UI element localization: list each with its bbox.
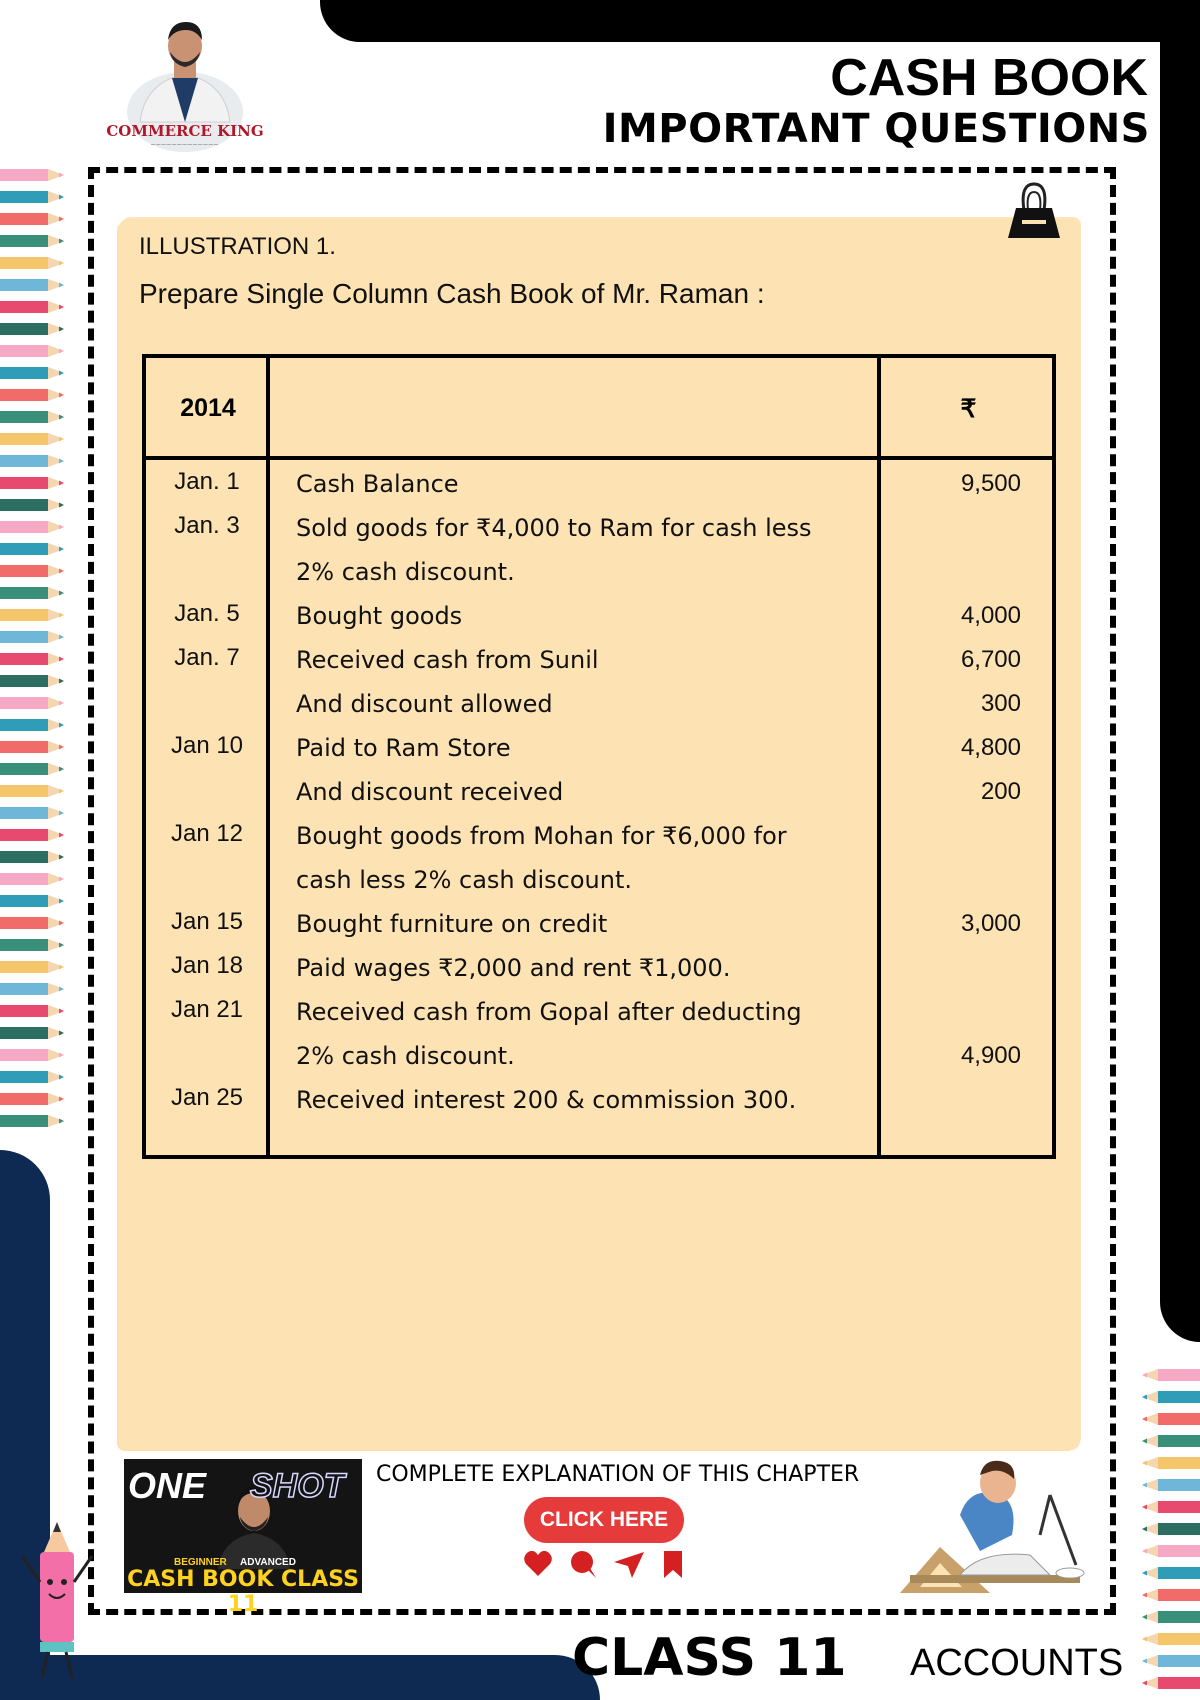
- studying-student-illustration: [900, 1455, 1090, 1595]
- top-black-band: [320, 0, 1200, 42]
- thumbnail-title: CASH BOOK CLASS 11: [127, 1567, 359, 1617]
- table-row: [146, 816, 1052, 860]
- pencil-decoration: [1142, 1435, 1200, 1447]
- comment-icon[interactable]: [571, 1551, 596, 1578]
- pencil-decoration: [0, 565, 64, 577]
- row-particulars: Bought furniture on credit: [296, 910, 608, 938]
- pencil-decoration: [0, 169, 64, 181]
- row-particulars: And discount received: [296, 778, 564, 806]
- pencil-decoration: [0, 477, 64, 489]
- row-date: Jan 15: [170, 908, 244, 935]
- row-particulars: 2% cash discount.: [296, 558, 515, 586]
- promo-text: COMPLETE EXPLANATION OF THIS CHAPTER: [376, 1462, 860, 1487]
- row-date: Jan. 5: [174, 600, 240, 627]
- pencil-decoration: [0, 433, 64, 445]
- heart-icon[interactable]: [524, 1551, 552, 1576]
- footer-class-label: CLASS 11: [572, 1628, 847, 1688]
- pencil-decoration: [1142, 1611, 1200, 1623]
- pencil-decoration: [0, 213, 64, 225]
- pencil-decoration: [0, 257, 64, 269]
- bookmark-icon[interactable]: [664, 1551, 682, 1578]
- row-amount: 9,500: [960, 470, 1021, 497]
- row-particulars: Paid to Ram Store: [296, 734, 511, 762]
- row-particulars: And discount allowed: [296, 690, 553, 718]
- row-particulars: Sold goods for ₹4,000 to Ram for cash less: [296, 514, 812, 542]
- pencil-decoration: [1142, 1391, 1200, 1403]
- pencil-decoration: [0, 763, 64, 775]
- row-particulars: 2% cash discount.: [296, 1042, 515, 1070]
- pencil-decoration: [0, 1027, 64, 1039]
- share-icon[interactable]: [614, 1552, 644, 1578]
- row-date: Jan 21: [170, 996, 244, 1023]
- thumbnail-one-text: ONE: [128, 1465, 207, 1506]
- row-particulars: Bought goods from Mohan for ₹6,000 for: [296, 822, 787, 850]
- pencil-decoration: [0, 807, 64, 819]
- table-row: [146, 640, 1052, 684]
- row-particulars: Bought goods: [296, 602, 463, 630]
- pencil-decoration: [0, 741, 64, 753]
- table-row: [146, 1080, 1052, 1124]
- row-amount: 6,700: [960, 646, 1021, 673]
- row-particulars: cash less 2% cash discount.: [296, 866, 633, 894]
- table-row: [146, 684, 1052, 728]
- social-icons: [522, 1548, 692, 1580]
- table-row: [146, 508, 1052, 552]
- pencil-decoration: [1142, 1523, 1200, 1535]
- pencil-decoration: [1142, 1677, 1200, 1689]
- pencils-right-decoration: [1140, 1365, 1200, 1700]
- pencil-decoration: [0, 587, 64, 599]
- pencil-decoration: [0, 1071, 64, 1083]
- table-row: [146, 728, 1052, 772]
- header-divider: [146, 456, 1052, 460]
- pencil-decoration: [0, 1115, 64, 1127]
- row-amount: 3,000: [960, 910, 1021, 937]
- pencil-decoration: [0, 609, 64, 621]
- pencil-decoration: [1142, 1545, 1200, 1557]
- pencil-decoration: [0, 719, 64, 731]
- pencil-decoration: [0, 675, 64, 687]
- pencil-decoration: [0, 895, 64, 907]
- pencil-decoration: [0, 873, 64, 885]
- row-date: Jan 25: [170, 1084, 244, 1111]
- pencil-decoration: [0, 323, 64, 335]
- pencil-decoration: [0, 345, 64, 357]
- row-particulars: Received cash from Gopal after deducting: [296, 998, 802, 1026]
- row-date: Jan. 3: [174, 512, 240, 539]
- pencil-decoration: [0, 455, 64, 467]
- pencil-decoration: [0, 939, 64, 951]
- brand-name: COMMERCE KING: [106, 122, 264, 140]
- row-particulars: Cash Balance: [296, 470, 459, 498]
- table-row: [146, 948, 1052, 992]
- table-row: [146, 860, 1052, 904]
- pencil-decoration: [0, 1005, 64, 1017]
- table-row: [146, 552, 1052, 596]
- page-title: CASH BOOK: [830, 49, 1148, 107]
- row-date: Jan 12: [170, 820, 244, 847]
- pencils-left-decoration: [0, 165, 66, 1135]
- question-text: Prepare Single Column Cash Book of Mr. Raman :: [139, 278, 765, 309]
- teacher-portrait-icon: [100, 12, 270, 122]
- pencil-decoration: [0, 983, 64, 995]
- pencil-decoration: [1142, 1501, 1200, 1513]
- row-particulars: Paid wages ₹2,000 and rent ₹1,000.: [296, 954, 731, 982]
- pencil-decoration: [1142, 1589, 1200, 1601]
- table-row: [146, 772, 1052, 816]
- pencil-decoration: [1142, 1655, 1200, 1667]
- pencil-decoration: [1142, 1369, 1200, 1381]
- thumbnail-shot-text: SHOT: [250, 1467, 345, 1505]
- row-amount: 4,900: [960, 1042, 1021, 1069]
- row-amount: 200: [980, 778, 1021, 805]
- pencil-decoration: [0, 301, 64, 313]
- pencil-mascot-illustration: [16, 1522, 98, 1682]
- illustration-label: ILLUSTRATION 1.: [139, 233, 336, 260]
- pencil-decoration: [0, 499, 64, 511]
- pencil-decoration: [0, 411, 64, 423]
- pencil-decoration: [1142, 1479, 1200, 1491]
- header-year: 2014: [180, 394, 236, 422]
- binder-clip-icon: [1002, 180, 1066, 240]
- pencil-decoration: [0, 543, 64, 555]
- pencil-decoration: [0, 917, 64, 929]
- pencil-decoration: [1142, 1413, 1200, 1425]
- table-row: [146, 1036, 1052, 1080]
- row-particulars: Received interest 200 & commission 300.: [296, 1086, 797, 1114]
- pencil-decoration: [1142, 1633, 1200, 1645]
- thumbnail-level-beginner: BEGINNER: [174, 1557, 227, 1568]
- row-amount: 4,000: [960, 602, 1021, 629]
- table-row: [146, 596, 1052, 640]
- pencil-decoration: [0, 829, 64, 841]
- pencil-decoration: [0, 521, 64, 533]
- pencil-decoration: [0, 389, 64, 401]
- pencil-decoration: [0, 653, 64, 665]
- pencil-decoration: [0, 631, 64, 643]
- pencil-decoration: [0, 191, 64, 203]
- pencil-decoration: [0, 1093, 64, 1105]
- pencil-decoration: [0, 367, 64, 379]
- thumbnail-level-advanced: ADVANCED: [240, 1557, 296, 1568]
- brand-logo: [100, 12, 270, 157]
- row-particulars: Received cash from Sunil: [296, 646, 599, 674]
- table-row: [146, 992, 1052, 1036]
- pencil-decoration: [0, 279, 64, 291]
- video-thumbnail[interactable]: [124, 1459, 362, 1617]
- table-row: [146, 464, 1052, 508]
- header-amount: ₹: [960, 395, 977, 423]
- click-here-button[interactable]: CLICK HERE: [524, 1497, 684, 1543]
- pencil-decoration: [0, 961, 64, 973]
- pencil-decoration: [0, 697, 64, 709]
- right-black-band: [1160, 42, 1200, 1342]
- row-amount: 300: [980, 690, 1021, 717]
- row-amount: 4,800: [960, 734, 1021, 761]
- pencil-decoration: [0, 851, 64, 863]
- page-subtitle: IMPORTANT QUESTIONS: [602, 106, 1150, 152]
- row-date: Jan. 1: [174, 468, 240, 495]
- footer-subject: ACCOUNTS: [910, 1642, 1124, 1684]
- row-date: Jan 18: [170, 952, 244, 979]
- pencil-decoration: [1142, 1457, 1200, 1469]
- brand-underline: ─────────────: [150, 142, 220, 148]
- cash-book-table: [142, 354, 1056, 1159]
- table-row: [146, 904, 1052, 948]
- row-date: Jan. 7: [174, 644, 240, 671]
- row-date: Jan 10: [170, 732, 244, 759]
- pencil-decoration: [0, 235, 64, 247]
- pencil-decoration: [1142, 1567, 1200, 1579]
- pencil-decoration: [0, 1049, 64, 1061]
- pencil-decoration: [0, 785, 64, 797]
